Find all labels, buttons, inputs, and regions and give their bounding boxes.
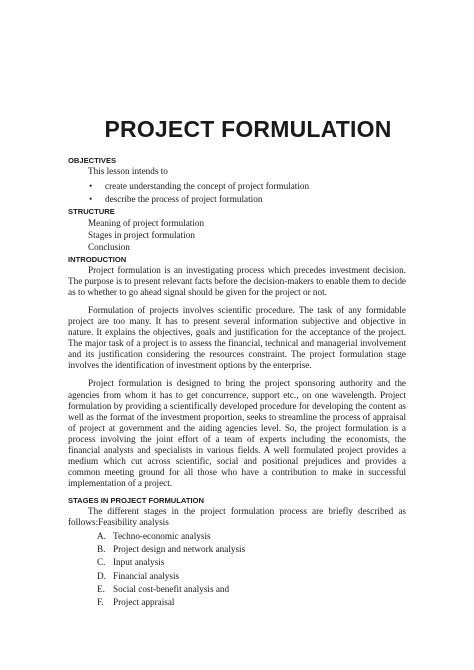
structure-heading: STRUCTURE [68,207,115,217]
item-text: Financial analysis [113,570,180,581]
paragraph: Project formulation is designed to bring the project sponsoring authority and the agencies from whom it has to get concurrence, support etc., on one wavelength. Project formulation by providing a scientifically developed procedure for developing the content as well as the format of the investment proportion, seeks to streamline the process of appraisal of project at government and the aiding agencies level. So, the project formulation is a process involving the joint effort of a team of experts including the economists, the financial analysts and specialists in various fields. A well formulated project provides a medium which cut across scientific, social and positional prejudices and provides a common meeting ground for all those who have a contribution to make in successful implementation of a project. [68,378,406,489]
list-item [97,544,406,555]
item-letter: A. [97,530,106,541]
item-letter: C. [97,557,106,568]
item-letter: F. [97,597,104,608]
item-text: Social cost-benefit analysis and [113,584,230,595]
item-text: Input analysis [113,557,165,568]
item-letter: E. [97,584,105,595]
stages-heading: STAGES IN PROJECT FORMULATION [68,496,204,506]
document-body [68,156,406,611]
list-item [97,597,406,608]
objectives-list [68,181,406,205]
list-item: • create understanding the concept of project formulation [89,181,406,192]
list-item: Conclusion [88,242,130,253]
item-text: Techno-economic analysis [113,530,211,541]
introduction-heading: INTRODUCTION [68,254,127,264]
list-item: • describe the process of project formulation [89,194,406,205]
list-item [97,584,406,595]
stages-intro: The different stages in the project formulation process are briefly described as follows:Feasibility analysis [68,506,406,528]
item-letter: D. [97,570,106,581]
structure-list [88,218,406,253]
item-letter: B. [97,543,106,554]
stages-list [97,531,406,609]
item-text: Project design and network analysis [113,543,246,554]
page-title: PROJECT FORMULATION [104,116,392,142]
list-item: Stages in project formulation [88,230,195,241]
paragraph: Project formulation is an investigating process which precedes investment decision. The purpose is to present relevant facts before the decision-makers to enable them to decide as to whether to go ahead signal should be given for the project or not. [68,264,406,297]
paragraph: Formulation of projects involves scientific procedure. The task of any formidable project are too many. It has to present several information subjective and objective in nature. It explains the objectives, goals and justification for the acceptance of the project. The major task of a project is to assess the financial, technical and managerial involvement and its justification considering the resources constraint. The project formulation stage involves the identification of investment options by the enterprise. [68,304,406,371]
objectives-intro: This lesson intends to [88,166,168,176]
list-item [97,571,406,582]
list-item [97,531,406,542]
list-item: Meaning of project formulation [88,218,205,229]
list-item [97,557,406,568]
item-text: Project appraisal [113,597,175,608]
objectives-heading: OBJECTIVES [68,156,117,165]
